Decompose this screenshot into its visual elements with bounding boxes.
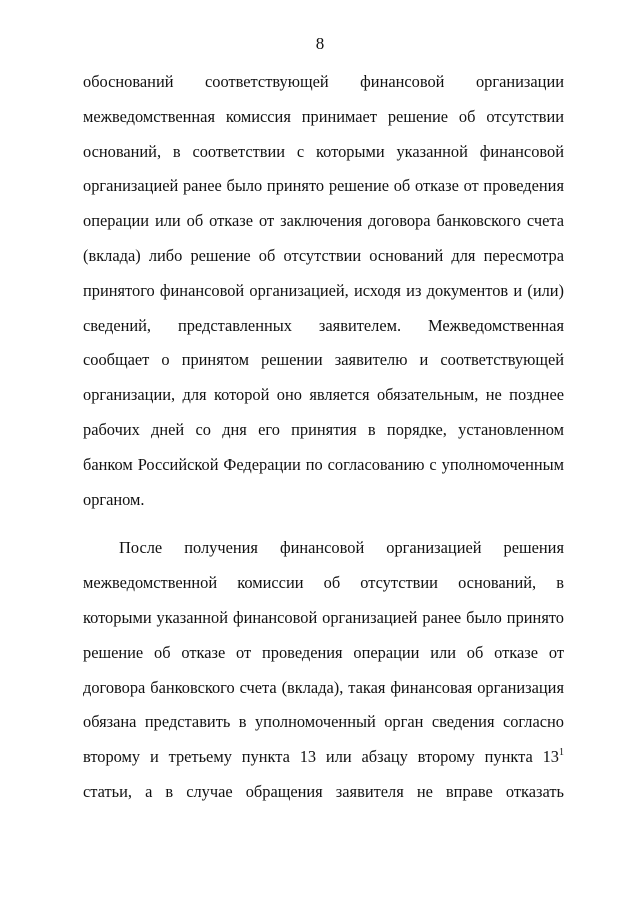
paragraph-2 — [83, 531, 564, 809]
document-body — [83, 65, 564, 810]
text-line-with-superscript — [83, 740, 564, 775]
text-line: которыми указанной финансовой организацией ранее было принято — [83, 607, 564, 627]
text-line: банком Российской Федерации по согласованию с уполномоченным — [83, 454, 564, 474]
text-line: операции или об отказе от заключения договора банковского счета — [83, 211, 564, 231]
text-line: оснований, в соответствии с которыми указанной финансовой — [83, 141, 564, 161]
text-line: договора банковского счета (вклада), такая финансовая организация — [83, 677, 564, 697]
superscript: 1 — [559, 747, 564, 759]
text-line-indented: После получения финансовой организацией решения — [119, 538, 564, 558]
page-number: 8 — [315, 34, 325, 53]
text-line: сведений, представленных заявителем. Межведомственная — [83, 315, 564, 335]
text-line: межведомственной комиссии об отсутствии оснований, в — [83, 573, 564, 593]
text-line: статьи, а в случае обращения заявителя не вправе отказать — [83, 781, 564, 801]
text-line: решение об отказе от проведения операции или об отказе от — [83, 642, 564, 662]
text-line: (вклада) либо решение об отсутствии оснований для пересмотра — [83, 245, 564, 265]
text-line: органом. — [83, 489, 145, 509]
paragraph-1 — [83, 65, 564, 517]
text-line: организации, для которой оно является обязательным, не позднее — [83, 385, 564, 405]
text-line: рабочих дней со дня его принятия в порядке, установленном — [83, 419, 564, 439]
text-line: обоснований соответствующей финансовой организации — [83, 72, 564, 91]
text-line: принятого финансовой организацией, исходя из документов и (или) — [83, 280, 564, 300]
text-line: сообщает о принятом решении заявителю и соответствующей — [83, 350, 564, 370]
text-line: межведомственная комиссия принимает решение об отсутствии — [83, 106, 564, 126]
text-line: обязана представить в уполномоченный орган сведения согласно — [83, 712, 564, 732]
text-segment: второму и третьему пункта 13 или абзацу второму пункта 13 — [83, 747, 559, 767]
text-line: организацией ранее было принято решение об отказе от проведения — [83, 176, 564, 196]
